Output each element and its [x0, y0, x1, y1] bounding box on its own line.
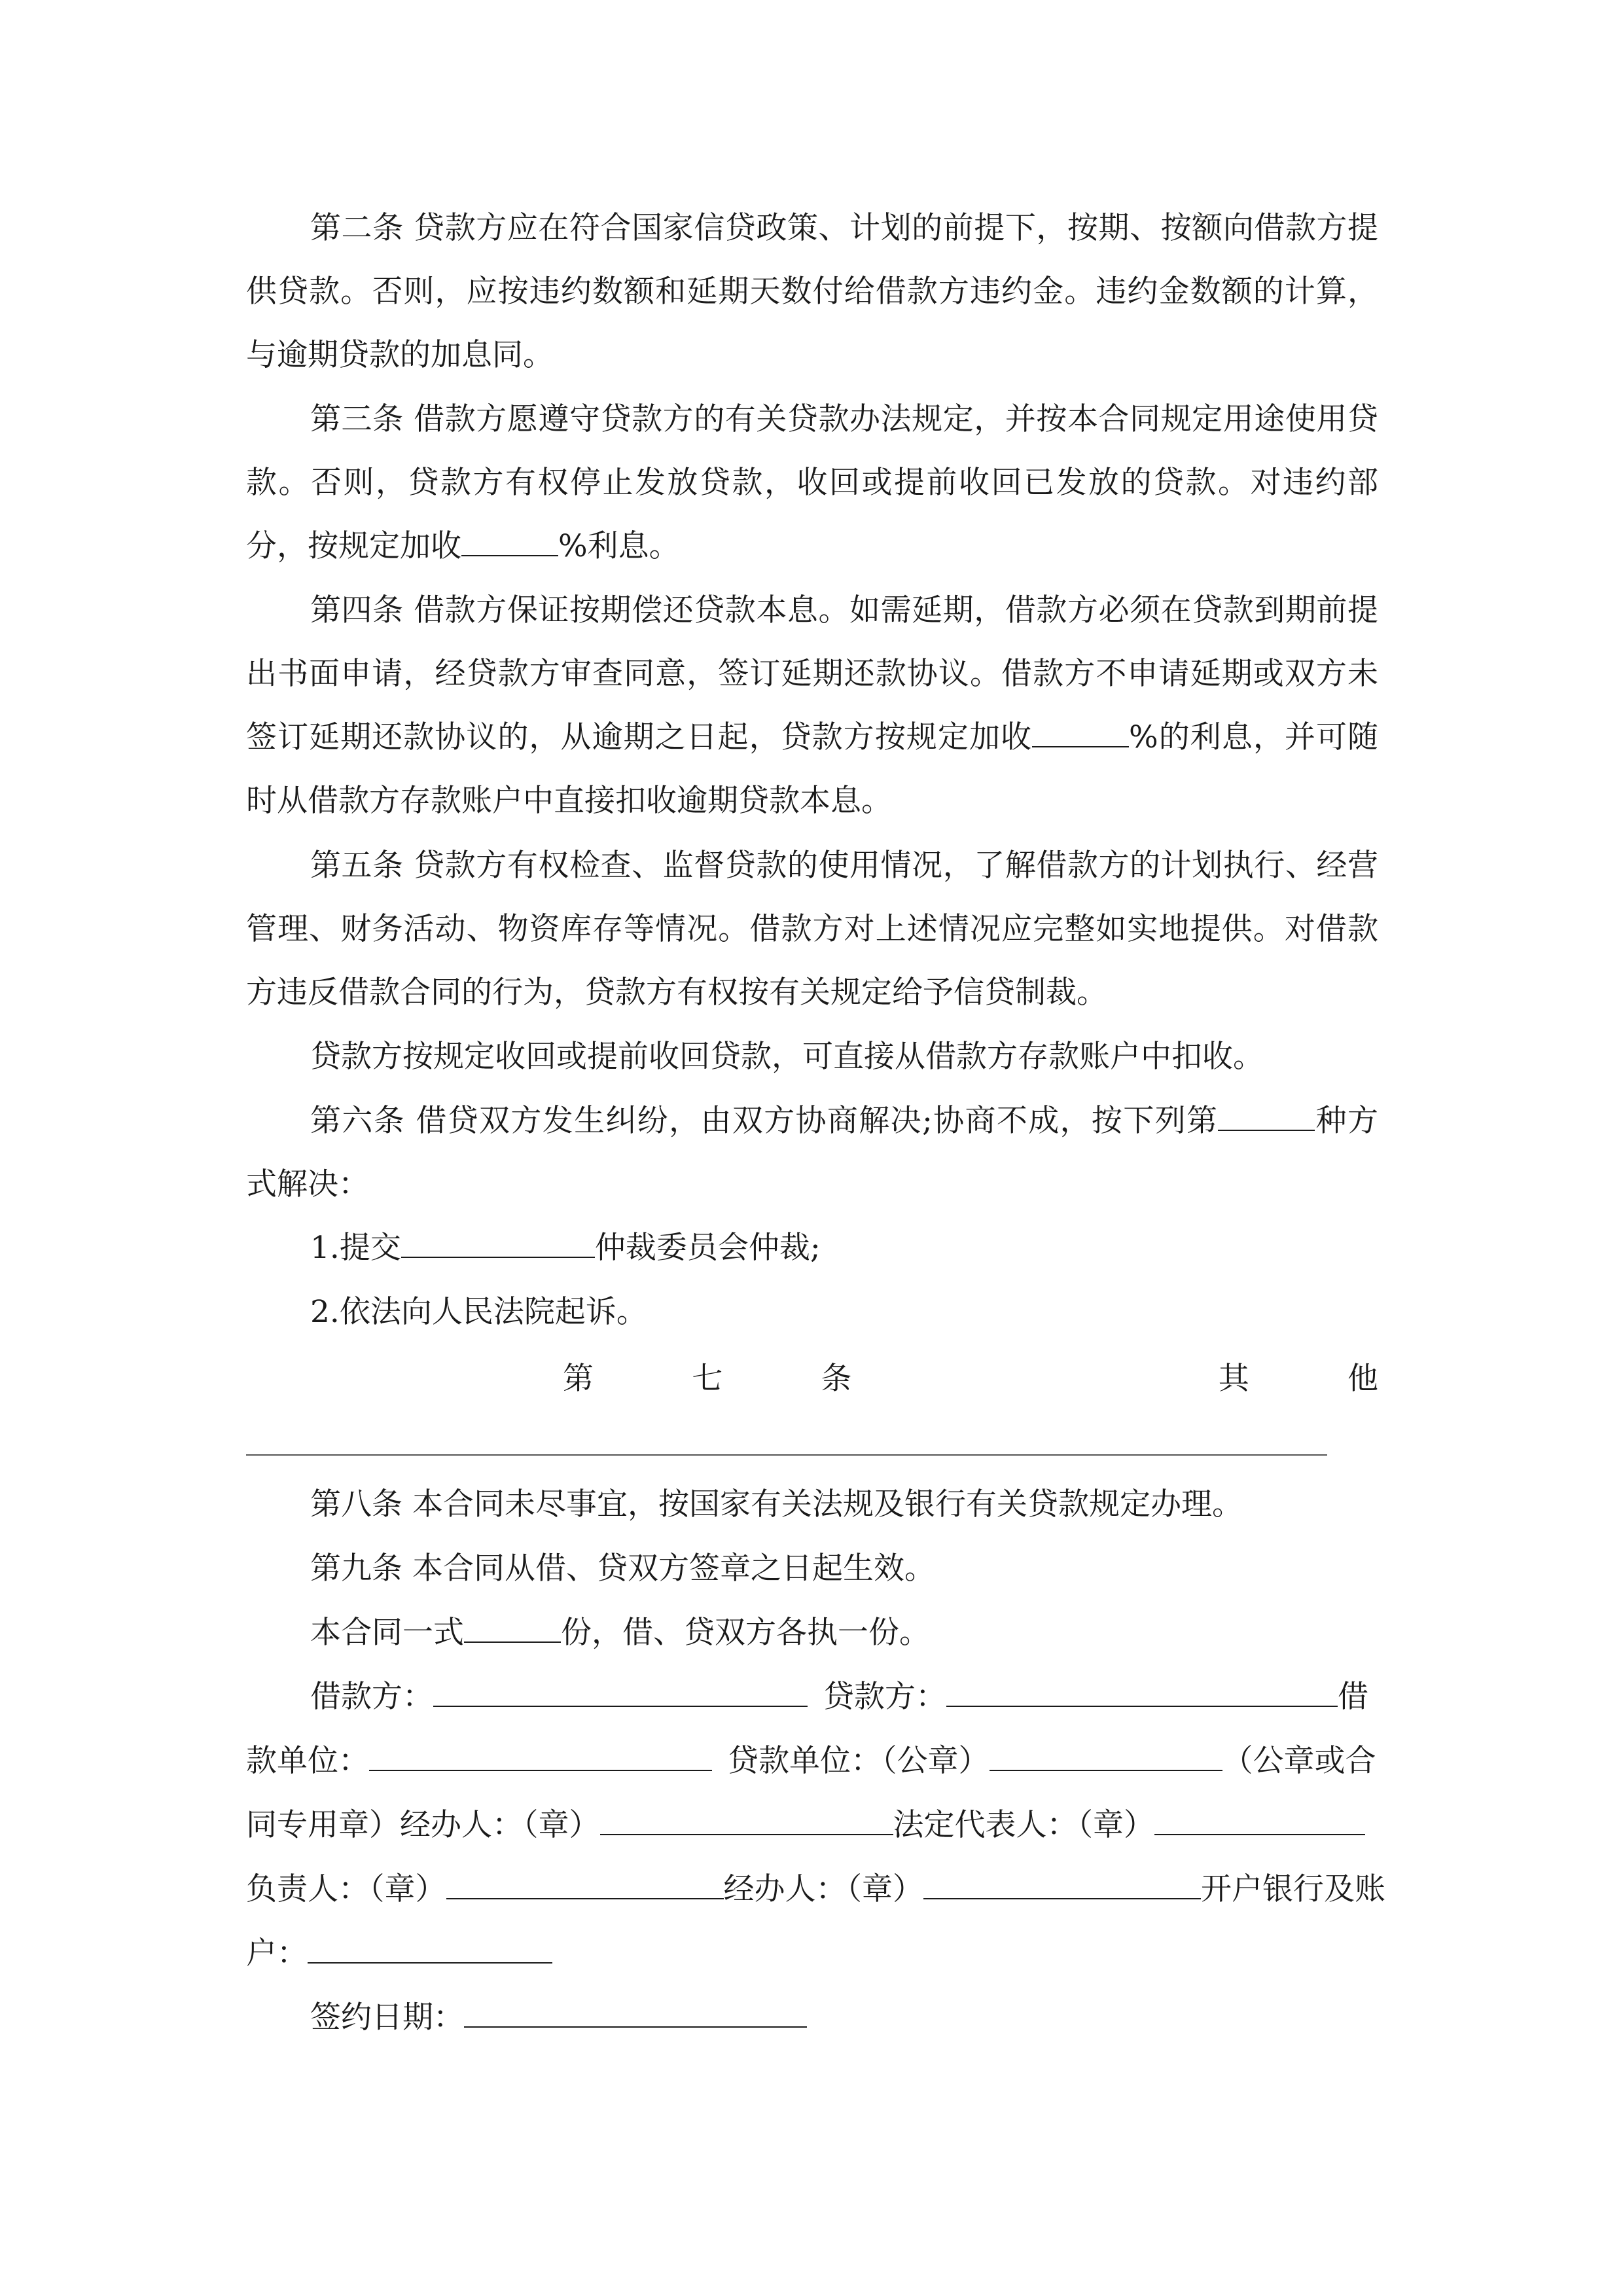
signature-line-4 [246, 1857, 1385, 1921]
agent-label-2: 经办人：（章） [723, 1871, 923, 1907]
borrower-unit-label-a: 借 [1338, 1679, 1368, 1715]
article-5 [246, 834, 1378, 1024]
article-6-text: 第六条 借贷双方发生纠纷，由双方协商解决;协商不成，按下列第 [310, 1103, 1219, 1139]
borrower-unit-blank[interactable] [369, 1744, 712, 1771]
article-7-heading [563, 1347, 1378, 1410]
option-2 [310, 1280, 647, 1344]
article-4-suffix: %的利息，并可随时从借款方存款账户中直接扣收逾期贷款本息。 [246, 719, 1378, 819]
article-4 [246, 579, 1378, 833]
signature-line-5 [246, 1922, 552, 1985]
legal-rep-blank[interactable] [1154, 1808, 1365, 1835]
agent-blank-1[interactable] [600, 1808, 893, 1835]
lender-unit-label: 贷款单位：（公章） [728, 1743, 990, 1779]
article-3-text: 第三条 借款方愿遵守贷款方的有关贷款办法规定，并按本合同规定用途使用贷款。否则，贷款方有权停止发放贷款，收回或提前收回已发放的贷款。对违约部分，按规定加收 [246, 401, 1378, 564]
article-2 [246, 196, 1378, 387]
lender-unit-blank[interactable] [990, 1744, 1222, 1771]
article-3-suffix: %利息。 [558, 528, 680, 564]
article-7-char: 条 [821, 1361, 852, 1397]
article-8 [310, 1473, 1243, 1536]
article-6 [246, 1089, 1378, 1216]
article-5-extra-text: 贷款方按规定收回或提前收回贷款，可直接从借款方存款账户中扣收。 [310, 1039, 1264, 1075]
article-7-char: 其 [1218, 1361, 1249, 1397]
legal-rep-label: 法定代表人：（章） [893, 1807, 1154, 1843]
article-3 [246, 387, 1378, 578]
option-1-prefix: 1.提交 [310, 1230, 401, 1266]
article-5-text: 第五条 贷款方有权检查、监督贷款的使用情况，了解借款方的计划执行、经营管理、财务活动、物资库存等情况。借款方对上述情况应完整如实地提供。对借款方违反借款合同的行为，贷款方有权按有关规定给予信贷制裁。 [246, 848, 1378, 1011]
interest-rate-blank-2[interactable] [1032, 720, 1129, 747]
signature-line-2 [246, 1729, 1376, 1793]
bank-account-blank[interactable] [308, 1936, 552, 1964]
option-1 [310, 1216, 821, 1280]
dispute-method-blank[interactable] [1218, 1103, 1315, 1131]
responsible-blank[interactable] [446, 1872, 724, 1899]
article-9-text: 第九条 本合同从借、贷双方签章之日起生效。 [310, 1551, 935, 1587]
lender-label: 贷款方： [823, 1679, 946, 1715]
responsible-label: 负责人：（章） [246, 1871, 446, 1907]
sign-date-line [310, 1986, 807, 2049]
seal-note-b: 同专用章） [246, 1807, 400, 1843]
borrower-unit-label-b: 款单位： [246, 1743, 369, 1779]
copies-prefix: 本合同一式 [310, 1615, 464, 1651]
article-5-extra [246, 1025, 1378, 1088]
option-1-suffix: 仲裁委员会仲裁; [594, 1230, 821, 1266]
option-2-text: 2.依法向人民法院起诉。 [310, 1294, 647, 1330]
bank-label-a: 开户银行及账 [1201, 1871, 1385, 1907]
article-7-char: 第 [563, 1361, 594, 1397]
interest-rate-blank-1[interactable] [461, 529, 558, 556]
signature-line-1 [310, 1665, 1368, 1729]
article-2-text: 第二条 贷款方应在符合国家信贷政策、计划的前提下，按期、按额向借款方提供贷款。否则，应按违约数额和延期天数付给借款方违约金。违约金数额的计算，与逾期贷款的加息同。 [246, 210, 1378, 373]
article-6-suffix: 种方式解决： [246, 1103, 1378, 1202]
arbitration-committee-blank[interactable] [401, 1230, 595, 1258]
sign-date-label: 签约日期： [310, 2000, 464, 2036]
article-9 [310, 1537, 935, 1600]
bank-label-b: 户： [246, 1935, 308, 1971]
sign-date-blank[interactable] [464, 2000, 807, 2028]
seal-note-a: （公章或合 [1222, 1743, 1376, 1779]
article-7-gap [950, 1347, 1120, 1410]
signature-line-3 [246, 1793, 1365, 1857]
borrower-label: 借款方： [310, 1679, 433, 1715]
copies-blank[interactable] [464, 1615, 561, 1643]
lender-blank[interactable] [946, 1679, 1338, 1707]
copies-suffix: 份，借、贷双方各执一份。 [561, 1615, 930, 1651]
article-4-text: 第四条 借款方保证按期偿还贷款本息。如需延期，借款方必须在贷款到期前提出书面申请，经贷款方审查同意，签订延期还款协议。借款方不申请延期或双方未签订延期还款协议的，从逾期之日起，贷款方按规定加收 [246, 592, 1378, 755]
article-7-char: 他 [1347, 1361, 1378, 1397]
agent-label-1: 经办人：（章） [400, 1807, 600, 1843]
article-7-fill-line[interactable] [246, 1454, 1327, 1456]
article-8-text: 第八条 本合同未尽事宜，按国家有关法规及银行有关贷款规定办理。 [310, 1486, 1243, 1522]
article-7-char: 七 [692, 1361, 723, 1397]
copies-clause [310, 1601, 930, 1664]
borrower-blank[interactable] [433, 1679, 808, 1707]
agent-blank-2[interactable] [923, 1872, 1201, 1899]
